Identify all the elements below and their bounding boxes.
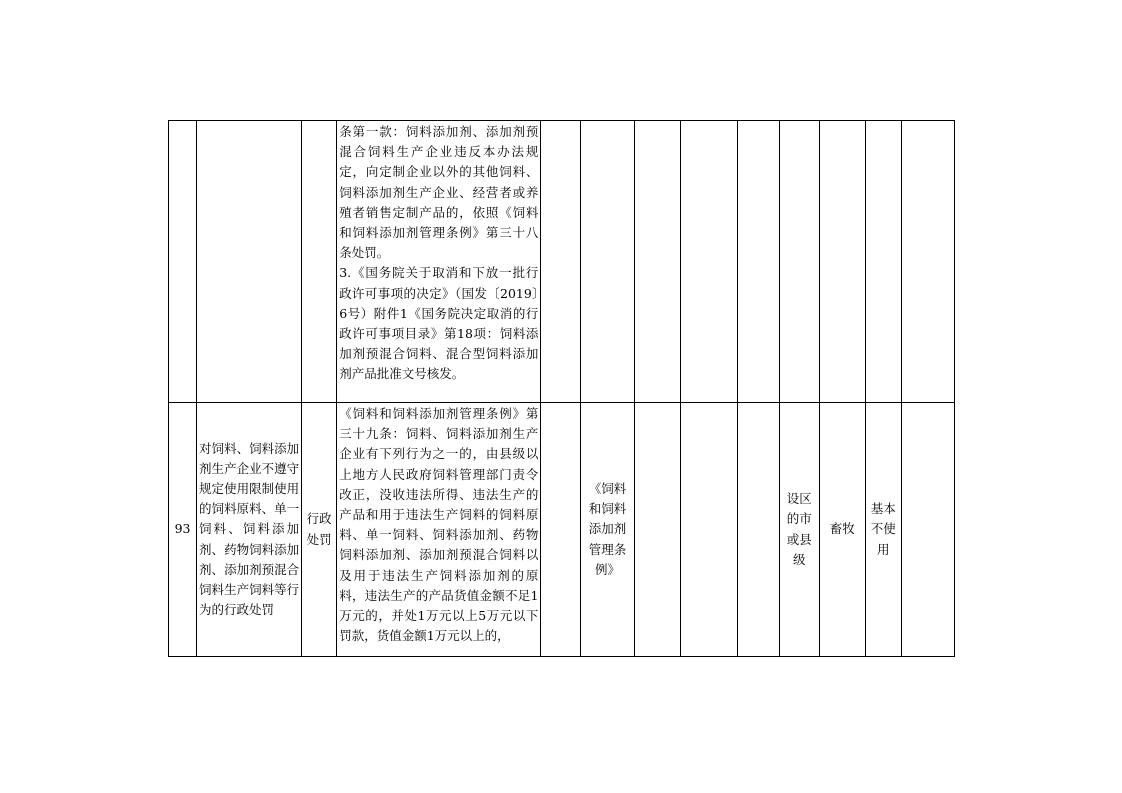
item-name: 对饲料、饲料添加剂生产企业不遵守规定使用限制使用的饲料原料、单一饲料、饲料添加剂、药物饲料添加剂、添加剂预混合饲料生产饲料等行为的行政处罚: [197, 403, 302, 657]
empty-cell: [680, 121, 737, 403]
item-number: 93: [169, 403, 197, 657]
document-table: [168, 120, 955, 657]
department: 畜牧: [819, 403, 865, 657]
level-cell: [779, 121, 819, 403]
category-cell: [302, 121, 337, 403]
empty-cell: [541, 121, 581, 403]
usage-cell: [865, 121, 901, 403]
item-category: 行政 处罚: [302, 403, 337, 657]
basis-cell: 《饲料和饲料添加剂管理条例》第三十九条：饲料、饲料添加剂生产企业有下列行为之一的，由县级以上地方人民政府饲料管理部门责令改正，没收违法所得、违法生产的产品和用于违法生产饲料的饲料原料、单一饲料、饲料添加剂、药物饲料添加剂、添加剂预混合饲料以及用于违法生产饲料添加剂的原料，违法生产的产品货值金额不足1万元的，并处1万元以上5万元以下罚款，货值金额1万元以上的，: [337, 403, 541, 657]
table-row: [169, 121, 955, 403]
empty-cell: [680, 403, 737, 657]
law-cell: [581, 121, 634, 403]
usage-frequency: 基本 不使 用: [865, 403, 901, 657]
empty-cell: [634, 403, 680, 657]
item-cell: [197, 121, 302, 403]
empty-cell: [737, 121, 779, 403]
department-cell: [819, 121, 865, 403]
implementation-level: 设区 的市 或县 级: [779, 403, 819, 657]
table-row: [169, 403, 955, 657]
empty-cell: [901, 403, 954, 657]
law-name: 《饲料 和饲料 添加剂 管理条 例》: [581, 403, 634, 657]
basis-cell: 条第一款：饲料添加剂、添加剂预混合饲料生产企业违反本办法规定，向定制企业以外的其他饲料、饲料添加剂生产企业、经营者或养殖者销售定制产品的，依照《饲料和饲料添加剂管理条例》第三十八条处罚。 3.《国务院关于取消和下放一批行政许可事项的决定》（国发〔2019〕6号）附件1《国务院决定取消的行政许可事项目录》第18项：饲料添加剂预混合饲料、混合型饲料添加剂产品批准文号核发。: [337, 121, 541, 403]
empty-cell: [541, 403, 581, 657]
empty-cell: [634, 121, 680, 403]
empty-cell: [901, 121, 954, 403]
number-cell: [169, 121, 197, 403]
empty-cell: [737, 403, 779, 657]
